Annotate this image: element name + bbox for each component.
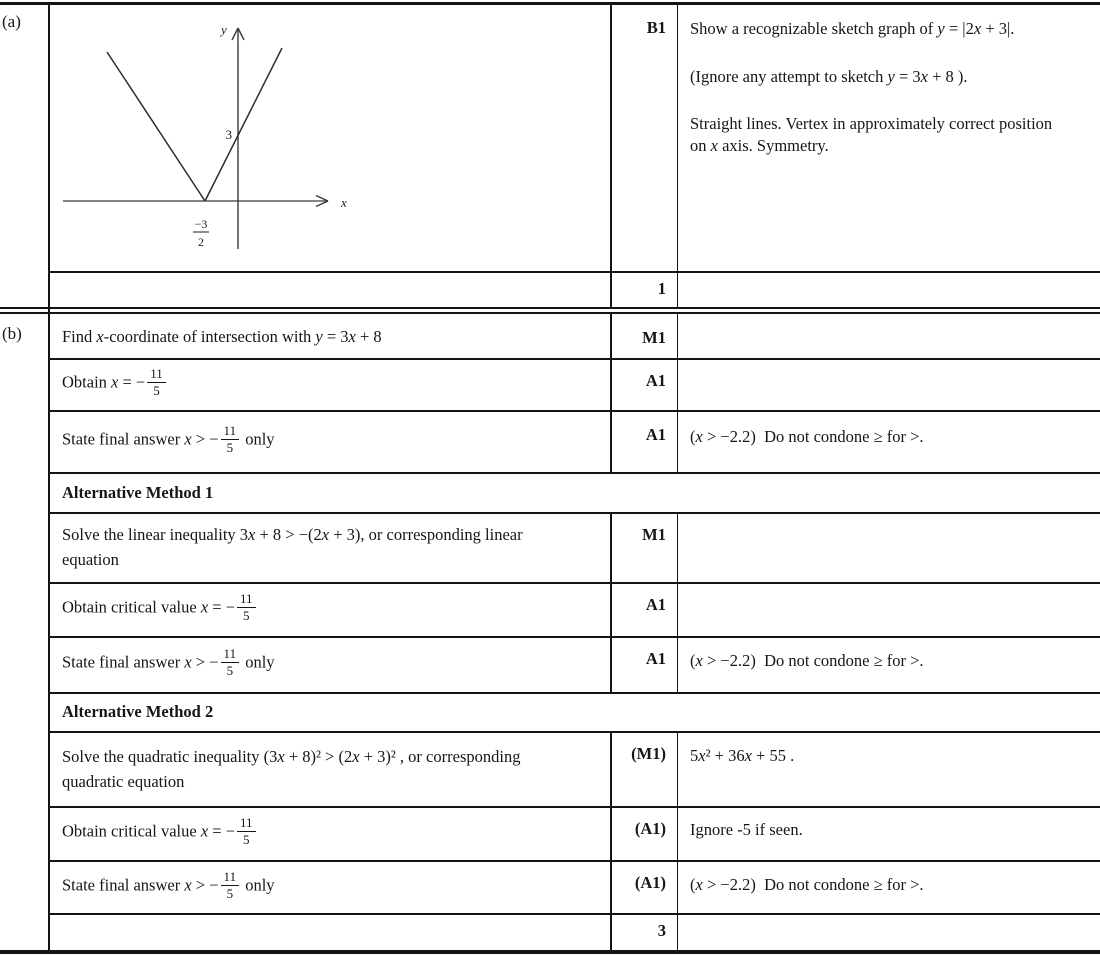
comment-text: (x > −2.2) Do not condone ≥ for >. [690, 427, 924, 446]
scheme-row-main [48, 315, 610, 358]
comment-text: 5x² + 36x + 55 . [690, 746, 795, 765]
vertex-label [193, 217, 209, 249]
row-text: State final answer x > − $\frac{11}{5}$ only [62, 868, 275, 901]
scheme-row-main [48, 860, 610, 913]
comment-paragraph: Show a recognizable sketch graph of y = |2x + 3|. [690, 19, 1015, 38]
row-text: Find x-coordinate of intersection with y = 3x + 8 [62, 327, 382, 346]
comment-paragraph: (Ignore any attempt to sketch y = 3x + 8 ). [690, 67, 968, 86]
table-line [48, 271, 1100, 273]
comment-cell [677, 860, 1100, 913]
scheme-row-main [48, 358, 610, 410]
mark-cell: (A1) [634, 873, 666, 892]
comment-text: (x > −2.2) Do not condone ≥ for >. [690, 875, 924, 894]
mark-cell: A1 [645, 425, 666, 444]
scheme-row-main [48, 512, 610, 582]
row-text: State final answer x > − $\frac{11}{5}$ only [62, 423, 275, 455]
table-line [610, 2, 612, 307]
comment-text: (x > −2.2) Do not condone ≥ for >. [690, 651, 924, 670]
scheme-row-main [48, 582, 610, 636]
mark-cell: (A1) [634, 819, 666, 838]
graph-line-left [107, 52, 205, 201]
x-axis [63, 196, 328, 207]
mark-cell: M1 [642, 328, 666, 347]
svg-text:2: 2 [198, 235, 204, 249]
comment-cell [677, 410, 1100, 472]
scheme-row-main [48, 410, 610, 472]
comment-text: Ignore -5 if seen. [690, 820, 803, 839]
sketch-graph [48, 2, 610, 271]
row-text: State final answer x > − $\frac{11}{5}$ only [62, 646, 275, 678]
part-b-label: (b) [2, 324, 22, 343]
y-axis [232, 28, 244, 249]
alt-method-1-header [48, 472, 1100, 512]
mark-cell: A1 [645, 371, 666, 390]
graph-line-right [205, 48, 282, 201]
comment-paragraph: Straight lines. Vertex in approximately correct position on x axis. Symmetry. [690, 114, 1053, 155]
mark-cell: A1 [645, 649, 666, 668]
comment-cell [677, 806, 1100, 860]
part-b-total: 3 [657, 921, 666, 940]
scheme-row-main [48, 731, 610, 806]
table-line [0, 312, 1100, 314]
y-axis-label: y [221, 22, 227, 37]
alt-method-2-header [48, 692, 1100, 731]
comment-cell [677, 731, 1100, 806]
x-axis-label: x [341, 195, 347, 210]
row-text: Obtain critical value x = − $\frac{11}{5}$ [62, 815, 258, 850]
row-text: Solve the linear inequality 3x + 8 > −(2x + 3), or corresponding linear equation [62, 525, 523, 569]
row-text: Solve the quadratic inequality (3x + 8)² > (2x + 3)² , or corresponding quadratic equation [62, 746, 521, 791]
scheme-row-main [48, 806, 610, 860]
mark-cell: (M1) [631, 744, 666, 763]
table-line [0, 950, 1100, 954]
row-text: Obtain x = − $\frac{11}{5}$ [62, 366, 168, 401]
part-a-comments [677, 2, 1100, 271]
part-a-label: (a) [2, 12, 21, 31]
mark-cell: A1 [645, 595, 666, 614]
header-text: Alternative Method 1 [62, 482, 214, 502]
svg-text:−3: −3 [194, 217, 208, 231]
scheme-row-main [48, 636, 610, 692]
table-line [48, 913, 1100, 915]
y-intercept-label: 3 [225, 127, 232, 142]
header-text: Alternative Method 2 [62, 702, 214, 721]
comment-cell [677, 636, 1100, 692]
table-line [0, 307, 1100, 309]
part-a-total: 1 [657, 279, 666, 298]
mark-cell: M1 [642, 525, 666, 544]
mark-cell-b1: B1 [646, 18, 666, 37]
row-text: Obtain critical value x = − $\frac{11}{5}$ [62, 591, 258, 626]
